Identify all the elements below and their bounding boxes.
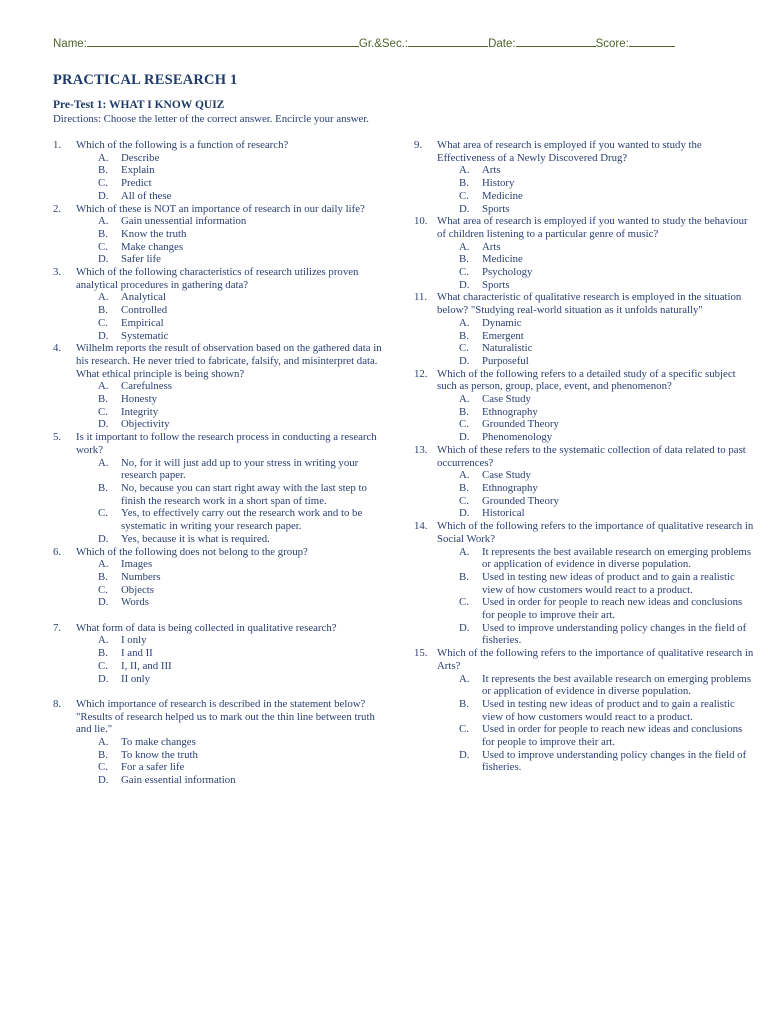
question-text: Is it important to follow the research process in conducting a research work? — [76, 431, 377, 456]
answer-option[interactable] — [98, 164, 393, 177]
question-text: Which of the following refers to a detailed study of a specific subject such as person, group, place, event, and phenomenon? — [437, 367, 736, 393]
option-letter: C. — [459, 189, 469, 202]
answer-option[interactable] — [459, 253, 754, 266]
question-number: 9. — [414, 139, 423, 151]
option-text: Used in order for people to reach new ideas and conclusions for people to improve their art. — [482, 723, 743, 749]
answer-option[interactable] — [98, 330, 393, 343]
answer-option[interactable] — [459, 469, 754, 482]
option-letter: A. — [459, 672, 470, 685]
option-text: I and II — [121, 647, 153, 660]
option-text: Arts — [482, 164, 501, 177]
answer-option[interactable] — [98, 660, 393, 673]
question-text: What area of research is employed if you wanted to study the Effectiveness of a Newly Discovered Drug? — [437, 139, 702, 164]
option-letter: D. — [98, 253, 109, 266]
option-letter: C. — [98, 659, 108, 672]
question-13 — [414, 444, 754, 520]
question-stem — [53, 203, 393, 216]
option-text: Case Study — [482, 393, 531, 406]
answer-option[interactable] — [98, 482, 393, 507]
question-stem — [414, 215, 754, 240]
option-letter: A. — [98, 291, 109, 304]
option-text: Arts — [482, 240, 501, 253]
option-letter: D. — [98, 329, 109, 342]
answer-option[interactable] — [459, 431, 754, 444]
option-text: Gain unessential information — [121, 215, 247, 228]
question-stem — [53, 622, 393, 635]
answer-option[interactable] — [459, 507, 754, 520]
option-text: History — [482, 177, 515, 190]
option-text: For a safer life — [121, 761, 185, 774]
option-letter: C. — [98, 507, 108, 520]
option-letter: B. — [98, 227, 108, 240]
question-number: 8. — [53, 697, 62, 710]
question-11 — [414, 291, 754, 367]
answer-option[interactable] — [98, 673, 393, 686]
question-text: Which of the following is a function of research? — [76, 139, 289, 151]
option-letter: D. — [459, 507, 470, 520]
option-letter: D. — [98, 672, 109, 685]
option-text: Naturalistic — [482, 342, 533, 355]
option-text: Phenomenology — [482, 431, 553, 444]
option-text: Yes, because it is what is required. — [121, 532, 270, 545]
option-text: Historical — [482, 507, 525, 520]
question-number: 7. — [53, 621, 62, 634]
option-letter: A. — [98, 736, 109, 749]
question-8 — [53, 698, 393, 787]
answer-option[interactable] — [98, 457, 393, 482]
option-text: Empirical — [121, 316, 164, 329]
option-text: Sports — [482, 202, 510, 215]
question-15 — [414, 647, 754, 774]
answer-option[interactable] — [98, 177, 393, 190]
question-text: Which of the following does not belong to the group? — [76, 545, 308, 558]
option-letter: A. — [98, 151, 109, 164]
answer-option[interactable] — [459, 241, 754, 254]
option-letter: C. — [459, 266, 469, 279]
option-letter: B. — [459, 570, 469, 583]
question-stem — [53, 342, 393, 380]
question-text: What area of research is employed if you wanted to study the behaviour of children listening to a particular genre of music? — [437, 215, 748, 240]
answer-option[interactable] — [98, 393, 393, 406]
date-field[interactable] — [516, 35, 596, 47]
option-text: Sports — [482, 278, 510, 291]
answer-option[interactable] — [459, 317, 754, 330]
option-letter: B. — [459, 481, 469, 494]
answer-option[interactable] — [98, 774, 393, 787]
answer-option[interactable] — [98, 533, 393, 546]
option-text: Honesty — [121, 393, 157, 406]
question-number: 1. — [53, 139, 62, 151]
option-letter: D. — [459, 431, 470, 444]
option-text: Used in testing new ideas of product and to gain a realistic view of how customers would react to a product. — [482, 570, 735, 596]
option-letter: C. — [459, 418, 469, 431]
student-info-line — [53, 35, 753, 50]
option-letter: C. — [98, 177, 108, 190]
option-letter: B. — [459, 329, 469, 342]
question-6 — [53, 546, 393, 622]
option-text: Controlled — [121, 304, 168, 317]
question-10 — [414, 215, 754, 291]
answer-option[interactable] — [98, 736, 393, 749]
answer-option[interactable] — [98, 380, 393, 393]
option-text: No, for it will just add up to your stress in writing your research paper. — [121, 456, 359, 482]
option-text: Used in order for people to reach new ideas and conclusions for people to improve their art. — [482, 596, 743, 622]
option-text: Describe — [121, 151, 160, 164]
option-text: I only — [121, 634, 147, 647]
option-letter: D. — [98, 418, 109, 431]
answer-option[interactable] — [98, 507, 393, 532]
option-letter: B. — [459, 253, 469, 266]
grsec-field[interactable] — [408, 35, 488, 47]
option-text: Numbers — [121, 570, 161, 583]
option-letter: B. — [98, 748, 108, 761]
question-number: 13. — [414, 443, 428, 456]
answer-option[interactable] — [459, 406, 754, 419]
option-text: Carefulness — [121, 380, 172, 393]
option-letter: B. — [98, 570, 108, 583]
answer-option[interactable] — [459, 418, 754, 431]
option-text: Know the truth — [121, 227, 187, 240]
option-letter: C. — [98, 405, 108, 418]
answer-option[interactable] — [459, 482, 754, 495]
option-text: Used to improve understanding policy changes in the field of fisheries. — [482, 748, 747, 774]
answer-option[interactable] — [98, 406, 393, 419]
option-text: All of these — [121, 189, 172, 202]
option-letter: A. — [459, 164, 470, 177]
question-number: 4. — [53, 342, 62, 355]
option-letter: A. — [98, 634, 109, 647]
answer-option[interactable] — [98, 291, 393, 304]
answer-option[interactable] — [459, 330, 754, 343]
option-text: No, because you can start right away with the last step to finish the research work in a short span of time. — [121, 481, 367, 507]
option-letter: D. — [98, 774, 109, 787]
option-text: Yes, to effectively carry out the research work and to be systematic in writing your research paper. — [121, 507, 363, 533]
quiz-subtitle: Pre-Test 1: WHAT I KNOW QUIZ — [53, 99, 225, 111]
answer-option[interactable] — [98, 228, 393, 241]
option-letter: C. — [459, 723, 469, 736]
option-text: To make changes — [121, 736, 196, 749]
question-4 — [53, 342, 393, 431]
answer-option[interactable] — [459, 571, 754, 596]
spacer — [53, 685, 393, 698]
question-number: 11. — [414, 291, 428, 304]
option-text: Safer life — [121, 253, 161, 266]
answer-option[interactable] — [459, 546, 754, 571]
option-text: Images — [121, 558, 153, 571]
option-text: Psychology — [482, 266, 533, 279]
option-text: Case Study — [482, 469, 531, 482]
answer-option[interactable] — [98, 418, 393, 431]
question-14 — [414, 520, 754, 647]
option-text: Ethnography — [482, 405, 538, 418]
answer-option[interactable] — [98, 558, 393, 571]
answer-option[interactable] — [98, 241, 393, 254]
option-text: Emergent — [482, 329, 524, 342]
question-number: 15. — [414, 647, 428, 660]
option-text: Grounded Theory — [482, 418, 559, 431]
answer-option[interactable] — [98, 253, 393, 266]
question-text: What form of data is being collected in qualitative research? — [76, 621, 337, 634]
name-label: Name: — [53, 38, 87, 50]
answer-option[interactable] — [98, 761, 393, 774]
option-letter: D. — [98, 189, 109, 202]
question-text: Which of the following refers to the importance of qualitative research in Arts? — [437, 647, 754, 672]
question-number: 3. — [53, 266, 62, 279]
answer-option[interactable] — [459, 203, 754, 216]
question-number: 2. — [53, 202, 62, 215]
answer-option[interactable] — [98, 647, 393, 660]
option-letter: C. — [98, 240, 108, 253]
option-letter: A. — [459, 316, 470, 329]
question-number: 14. — [414, 520, 428, 533]
option-letter: B. — [98, 481, 108, 494]
question-text: Which of the following characteristics of research utilizes proven analytical procedures in gathering data? — [76, 266, 359, 291]
directions-text: Directions: Choose the letter of the correct answer. Encircle your answer. — [53, 113, 369, 125]
option-letter: A. — [98, 456, 109, 469]
option-text: Used in testing new ideas of product and to gain a realistic view of how customers would react to a product. — [482, 697, 735, 723]
answer-option[interactable] — [98, 749, 393, 762]
question-number: 5. — [53, 431, 62, 444]
option-text: Integrity — [121, 405, 159, 418]
option-text: To know the truth — [121, 748, 198, 761]
score-label: Score: — [595, 38, 629, 50]
question-stem — [53, 139, 393, 152]
answer-option[interactable] — [98, 304, 393, 317]
option-letter: A. — [98, 380, 109, 393]
option-text: Analytical — [121, 291, 166, 304]
option-letter: A. — [98, 215, 109, 228]
option-letter: D. — [459, 621, 470, 634]
answer-option[interactable] — [459, 495, 754, 508]
question-2 — [53, 203, 393, 267]
question-1 — [53, 139, 393, 203]
question-number: 10. — [414, 215, 428, 228]
answer-option[interactable] — [459, 749, 754, 774]
option-text: Ethnography — [482, 481, 538, 494]
option-text: I, II, and III — [121, 659, 172, 672]
option-letter: B. — [98, 647, 108, 660]
option-letter: A. — [459, 393, 470, 406]
option-letter: C. — [98, 761, 108, 774]
option-letter: C. — [98, 316, 108, 329]
option-text: Medicine — [482, 253, 523, 266]
question-stem — [414, 368, 754, 393]
option-text: Explain — [121, 164, 155, 177]
option-letter: D. — [98, 532, 109, 545]
option-text: Make changes — [121, 240, 184, 253]
question-stem — [414, 291, 754, 316]
question-stem — [53, 266, 393, 291]
answer-option[interactable] — [459, 723, 754, 748]
score-field[interactable] — [629, 35, 675, 47]
answer-option[interactable] — [459, 279, 754, 292]
option-letter: B. — [459, 405, 469, 418]
option-letter: D. — [459, 278, 470, 291]
option-text: Purposeful — [482, 354, 529, 367]
answer-option[interactable] — [98, 215, 393, 228]
option-letter: A. — [98, 558, 109, 571]
answer-option[interactable] — [459, 355, 754, 368]
question-text: Which of these is NOT an importance of research in our daily life? — [76, 202, 365, 215]
option-letter: B. — [98, 393, 108, 406]
question-number: 6. — [53, 545, 62, 558]
question-number: 12. — [414, 367, 428, 380]
option-letter: D. — [459, 202, 470, 215]
answer-option[interactable] — [459, 596, 754, 621]
option-letter: D. — [459, 354, 470, 367]
option-text: Gain essential information — [121, 774, 236, 787]
option-letter: A. — [459, 469, 470, 482]
option-text: Grounded Theory — [482, 494, 559, 507]
answer-option[interactable] — [98, 152, 393, 165]
answer-option[interactable] — [459, 164, 754, 177]
question-text: Which of the following refers to the importance of qualitative research in Social Work? — [437, 520, 754, 545]
answer-option[interactable] — [459, 622, 754, 647]
option-text: Used to improve understanding policy changes in the field of fisheries. — [482, 621, 747, 647]
answer-option[interactable] — [459, 177, 754, 190]
option-letter: B. — [459, 697, 469, 710]
option-text: Words — [121, 596, 149, 609]
answer-option[interactable] — [459, 342, 754, 355]
option-text: Objects — [121, 583, 154, 596]
answer-option[interactable] — [459, 393, 754, 406]
question-stem — [53, 698, 393, 736]
option-text: II only — [121, 672, 151, 685]
question-text: Wilhelm reports the result of observation based on the gathered data in his research. He never tried to fabricate, falsify, and misinterpret data. What ethical principle is being shown? — [76, 342, 382, 380]
option-letter: A. — [459, 240, 470, 253]
answer-option[interactable] — [98, 634, 393, 647]
option-letter: C. — [459, 342, 469, 355]
option-letter: C. — [459, 596, 469, 609]
option-text: It represents the best available research on emerging problems or application of evidence in diverse population. — [482, 545, 752, 571]
name-field[interactable] — [87, 35, 359, 47]
question-stem — [414, 139, 754, 164]
question-12 — [414, 368, 754, 444]
option-text: It represents the best available research on emerging problems or application of evidence in diverse population. — [482, 672, 752, 698]
answer-option[interactable] — [459, 673, 754, 698]
question-stem — [414, 444, 754, 469]
question-text: Which of these refers to the systematic collection of data related to past occurrences? — [437, 443, 746, 469]
option-text: Dynamic — [482, 316, 522, 329]
answer-option[interactable] — [459, 698, 754, 723]
answer-option[interactable] — [98, 571, 393, 584]
answer-option[interactable] — [98, 584, 393, 597]
question-text: What characteristic of qualitative research is employed in the situation below? "Studying real-world situation as it unfolds naturally" — [437, 291, 742, 317]
option-letter: C. — [98, 583, 108, 596]
grsec-label: Gr.&Sec.: — [358, 38, 409, 50]
option-text: Systematic — [121, 329, 169, 342]
option-text: Predict — [121, 177, 152, 190]
option-letter: B. — [459, 177, 469, 190]
option-letter: B. — [98, 164, 108, 177]
answer-option[interactable] — [98, 190, 393, 203]
question-stem — [53, 431, 393, 456]
answer-option[interactable] — [459, 266, 754, 279]
option-letter: D. — [98, 596, 109, 609]
question-stem — [414, 520, 754, 545]
option-letter: B. — [98, 304, 108, 317]
questions-column-right — [414, 139, 754, 774]
date-label: Date: — [488, 38, 516, 50]
option-text: Medicine — [482, 189, 523, 202]
option-letter: A. — [459, 545, 470, 558]
question-3 — [53, 266, 393, 342]
question-5 — [53, 431, 393, 545]
question-9 — [414, 139, 754, 215]
question-stem — [414, 647, 754, 672]
questions-column-left — [53, 139, 393, 787]
answer-option[interactable] — [98, 596, 393, 609]
question-7 — [53, 622, 393, 698]
answer-option[interactable] — [98, 317, 393, 330]
option-letter: D. — [459, 748, 470, 761]
question-text: Which importance of research is described in the statement below? "Results of research helped us to mark out the thin line between truth and lie." — [76, 697, 375, 736]
spacer — [53, 609, 393, 622]
option-letter: C. — [459, 494, 469, 507]
page-title: PRACTICAL RESEARCH 1 — [53, 72, 238, 88]
option-text: Objectivity — [121, 418, 170, 431]
answer-option[interactable] — [459, 190, 754, 203]
question-stem — [53, 546, 393, 559]
